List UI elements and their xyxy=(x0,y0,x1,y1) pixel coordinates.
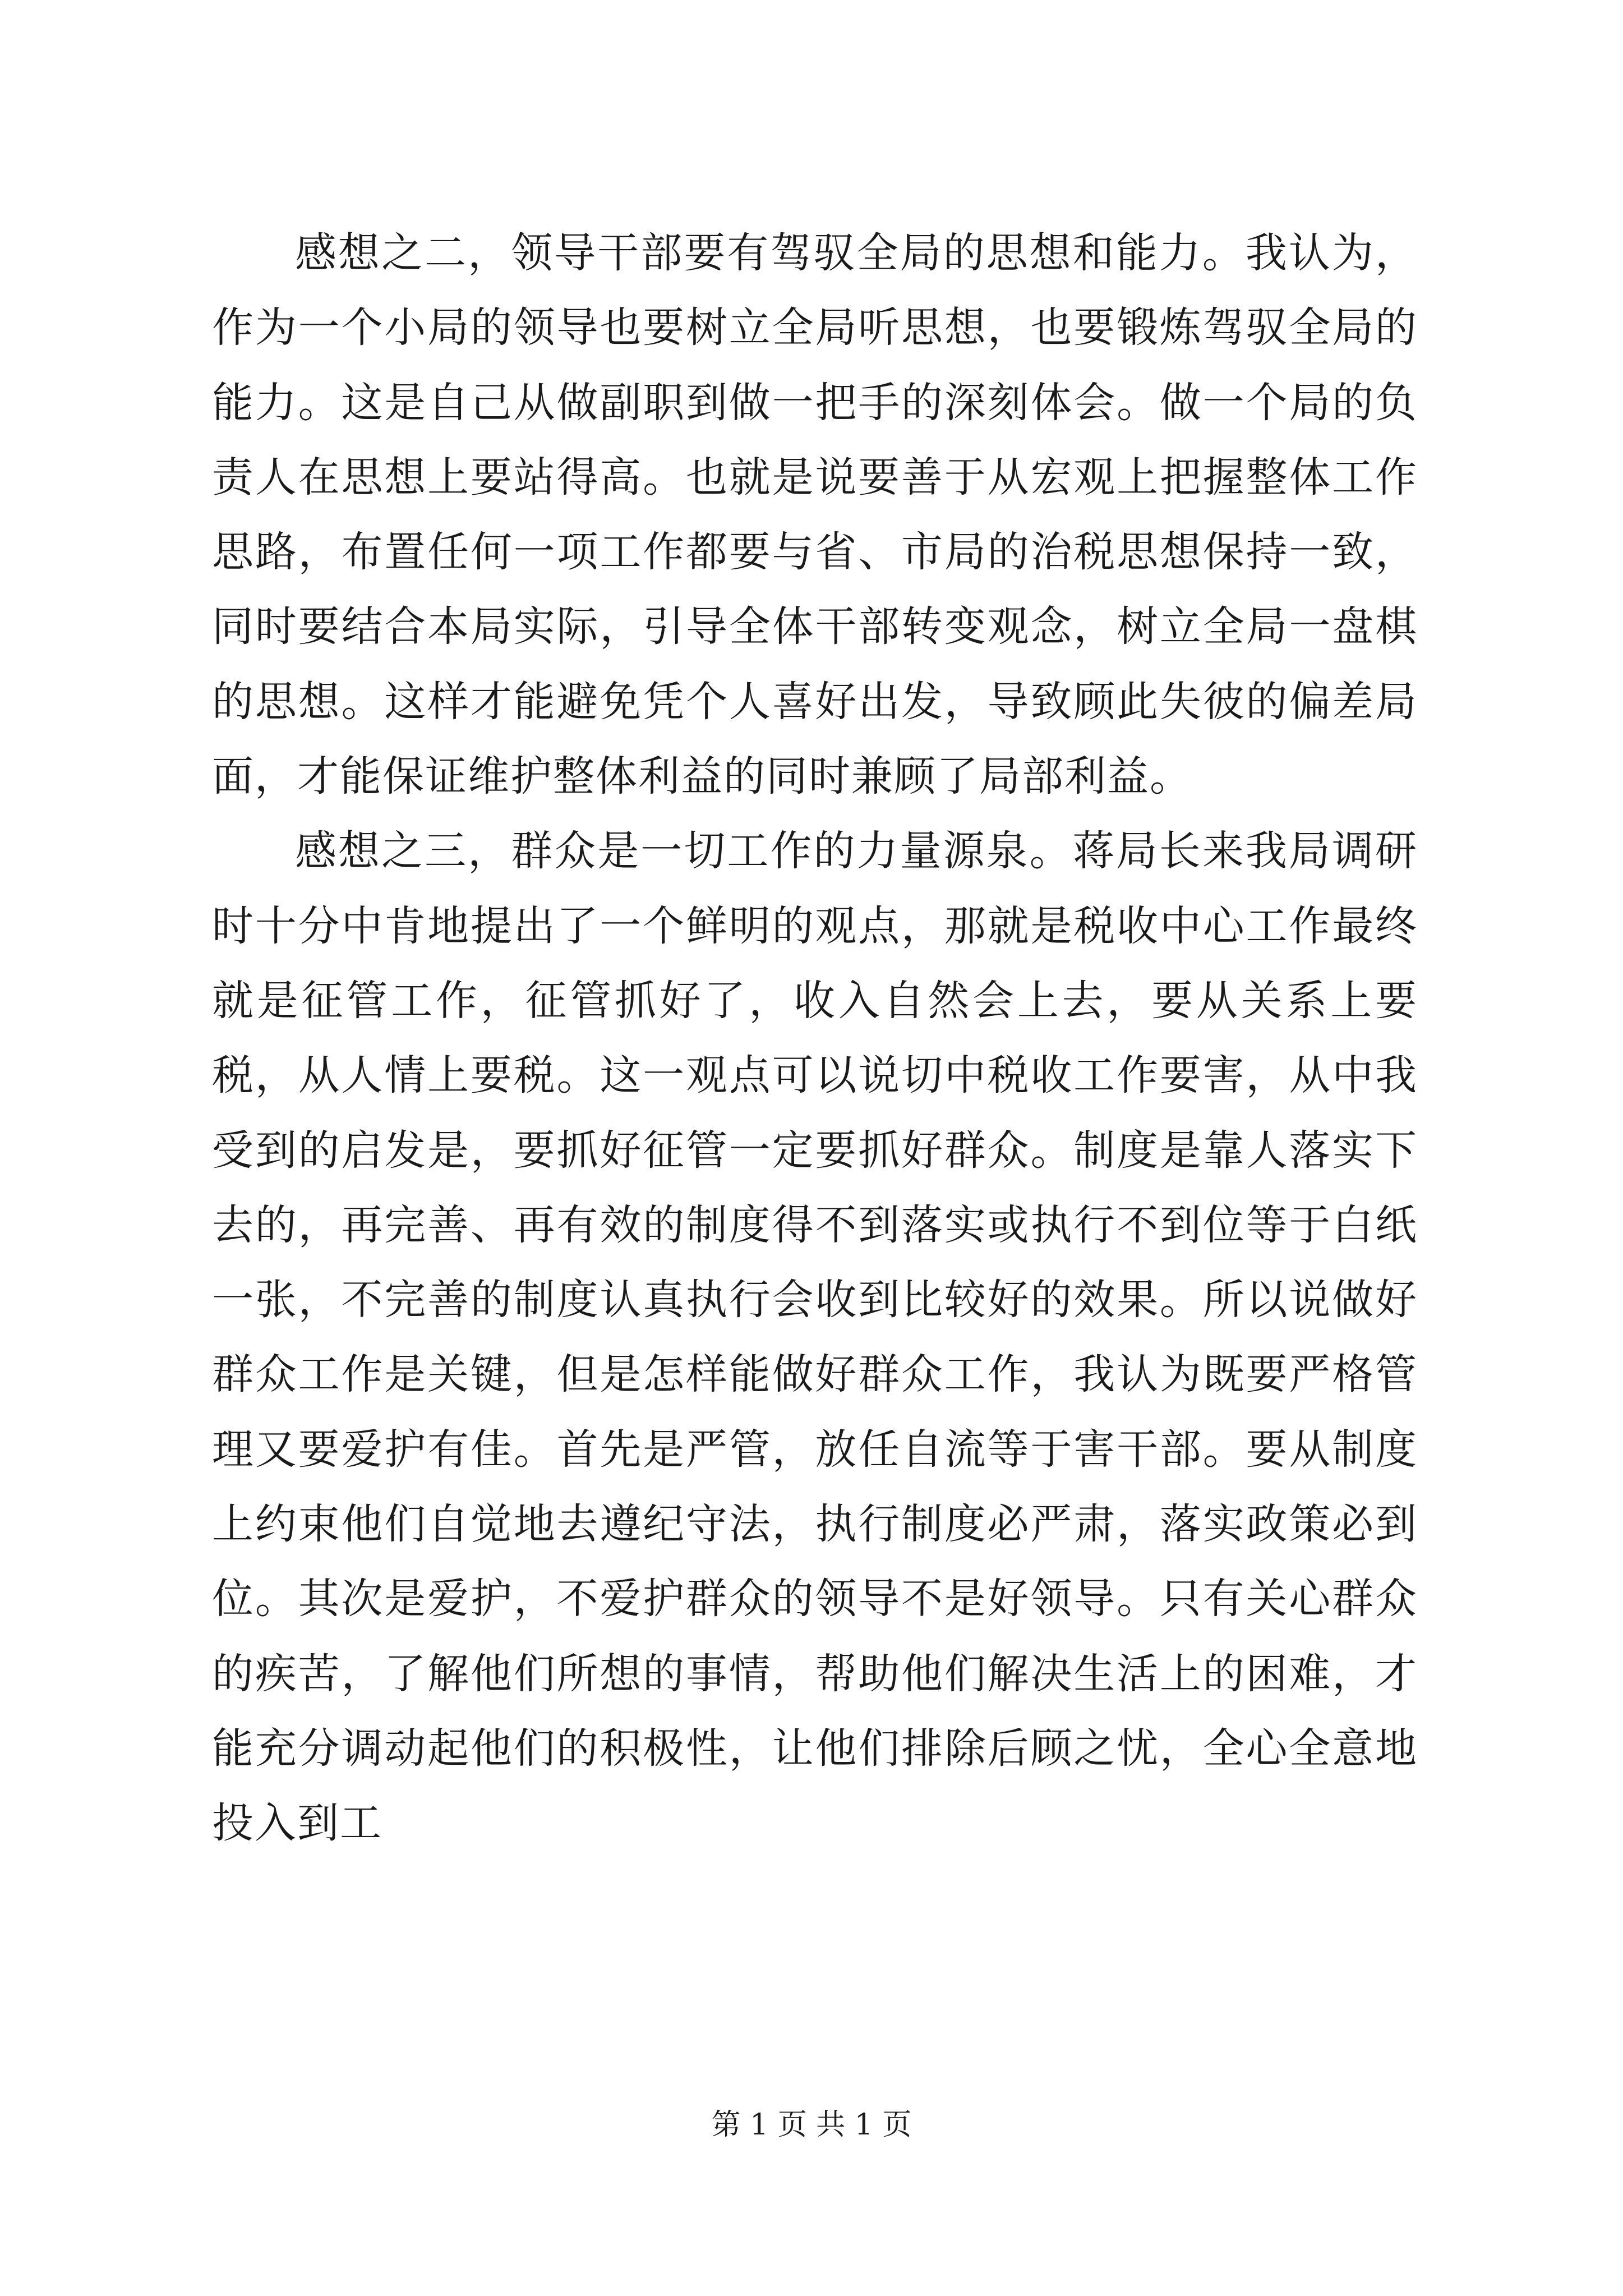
page-footer: 第 1 页 共 1 页 xyxy=(711,2108,912,2142)
paragraph-1: 感想之二，领导干部要有驾驭全局的思想和能力。我认为，作为一个小局的领导也要树立全局听思想，也要锻炼驾驭全局的能力。这是自己从做副职到做一把手的深刻体会。做一个局的负责人在思想上要站得高。也就是说要善于从宏观上把握整体工作思路，布置任何一项工作都要与省、市局的治税思想保持一致，同时要结合本局实际，引导全体干部转变观念，树立全局一盘棋的思想。这样才能避免凭个人喜好出发，导致顾此失彼的偏差局面，才能保证维护整体利益的同时兼顾了局部利益。 xyxy=(212,229,1418,801)
paragraph-2: 感想之三，群众是一切工作的力量源泉。蒋局长来我局调研时十分中肯地提出了一个鲜明的观点，那就是税收中心工作最终就是征管工作，征管抓好了，收入自然会上去，要从关系上要税，从人情上要税。这一观点可以说切中税收工作要害，从中我受到的启发是，要抓好征管一定要抓好群众。制度是靠人落实下去的，再完善、再有效的制度得不到落实或执行不到位等于白纸一张，不完善的制度认真执行会收到比较好的效果。所以说做好群众工作是关键，但是怎样能做好群众工作，我认为既要严格管理又要爱护有佳。首先是严管，放任自流等于害干部。要从制度上约束他们自觉地去遵纪守法，执行制度必严肃，落实政策必到位。其次是爱护，不爱护群众的领导不是好领导。只有关心群众的疾苦，了解他们所想的事情，帮助他们解决生活上的困难，才能充分调动起他们的积极性，让他们排除后顾之忧，全心全意地投入到工 xyxy=(212,827,1418,1848)
document-body xyxy=(212,216,1418,1861)
